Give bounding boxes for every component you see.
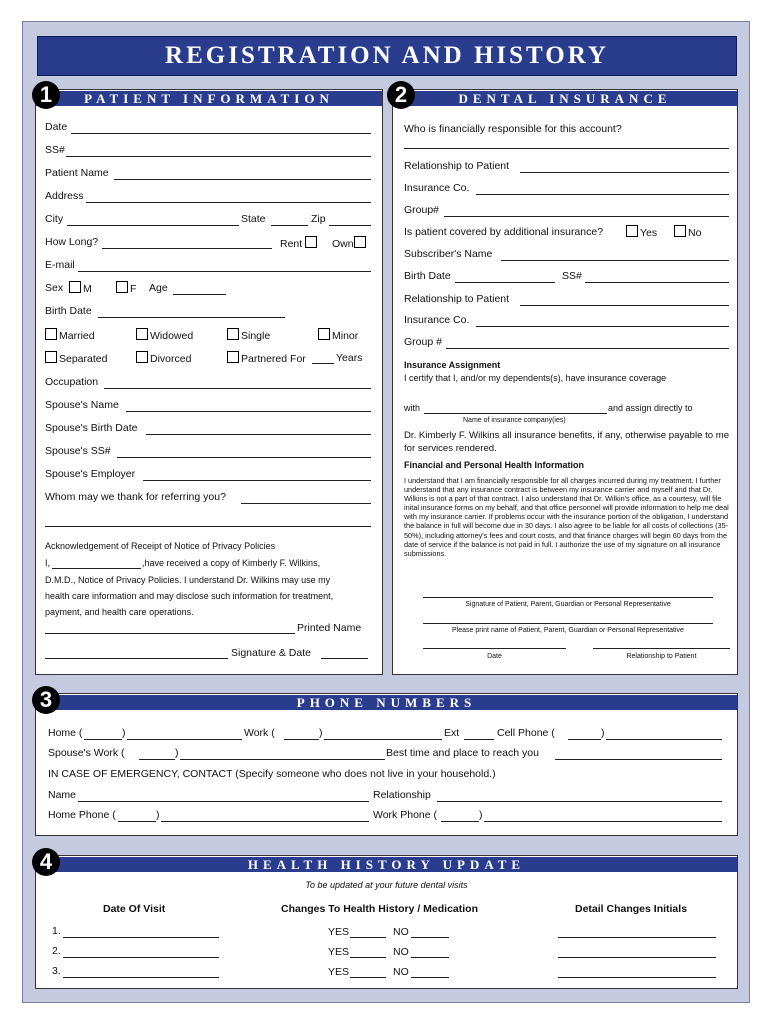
male-label: M — [83, 283, 92, 295]
best-time-field[interactable] — [555, 759, 722, 760]
emergency-home-area-field[interactable] — [118, 821, 156, 822]
financial-text: I understand that I am financially responsible for all charges incurred during my treatment. I further understand that any insurance contract is between my insurance carrier and myself and that Dr. Wilkins is not a part of that contract. I also understand that Dr. Wilkin's office, as a courtesy, will file inital insurance forms on my behalf, and that office personnel will provide information to help me deal with my insurance carrier. If problems occur with the insurance portion of the obligation, I understand the balance in full will become due in 30 days. I also agree to be liable for all costs of collections (35-50%), including attorney's fees and court costs, and that finance charges will begin 60 days from the date of service if the balance is not paid in full. I authorize the use of my signature on all insurance submissions. — [404, 476, 729, 558]
additional-yes-checkbox[interactable] — [626, 225, 638, 237]
additional-yes-label: Yes — [640, 227, 658, 239]
relationship-field[interactable] — [520, 172, 729, 173]
occupation-label: Occupation — [45, 376, 99, 388]
row-1-initials-field[interactable] — [558, 937, 716, 938]
home-label: Home ( — [48, 727, 83, 739]
state-field[interactable] — [271, 225, 308, 226]
home-close: ) — [122, 727, 126, 739]
sex-female-option[interactable] — [116, 281, 136, 295]
spouse-employer-field[interactable] — [143, 480, 371, 481]
work-area-field[interactable] — [284, 739, 319, 740]
ext-label: Ext — [444, 727, 460, 739]
privacy-i: I, — [45, 558, 51, 568]
spouse-birth-field[interactable] — [146, 434, 371, 435]
widowed-label: Widowed — [150, 330, 194, 342]
own-label: Own — [332, 238, 354, 250]
married-option[interactable] — [45, 328, 95, 342]
group-label: Group# — [404, 204, 440, 216]
insurance-co-field[interactable] — [476, 194, 729, 195]
date-label: Date — [45, 121, 68, 133]
patient-name-field[interactable] — [114, 179, 371, 180]
rent-label: Rent — [280, 238, 303, 250]
sex-male-option[interactable] — [69, 281, 92, 295]
patient-info-header: PATIENT INFORMATION — [36, 91, 382, 106]
privacy-line-4: health care information and may disclose such information for treatment, — [45, 591, 334, 601]
divorced-checkbox[interactable] — [136, 351, 148, 363]
email-field[interactable] — [78, 271, 371, 272]
additional-no-checkbox[interactable] — [674, 225, 686, 237]
responsible-label: Who is financially responsible for this account? — [404, 123, 622, 135]
row-1-no-field[interactable] — [411, 937, 449, 938]
separated-label: Separated — [59, 353, 108, 365]
additional-yes-option[interactable] — [626, 225, 657, 239]
referral-field[interactable] — [241, 503, 371, 504]
privacy-title: Acknowledgement of Receipt of Notice of Privacy Policies — [45, 541, 276, 551]
emergency-work-label: Work Phone ( — [373, 809, 437, 821]
spouse-name-field[interactable] — [126, 411, 371, 412]
spouse-name-label: Spouse's Name — [45, 399, 119, 411]
separated-option[interactable] — [45, 351, 107, 365]
signature-line[interactable] — [423, 597, 713, 598]
sub-birth-date-field[interactable] — [455, 282, 555, 283]
group-field[interactable] — [444, 216, 729, 217]
section-3-badge: 3 — [32, 686, 60, 714]
with-label: with — [404, 403, 421, 413]
dental-insurance-panel — [392, 89, 738, 675]
emergency-work-area-field[interactable] — [441, 821, 479, 822]
signature-field[interactable] — [45, 658, 228, 659]
dental-insurance-header: DENTAL INSURANCE — [393, 91, 737, 106]
row-3-number: 3. — [52, 965, 61, 977]
row-2-initials-field[interactable] — [558, 957, 716, 958]
divorced-label: Divorced — [150, 353, 192, 365]
own-option[interactable] — [332, 236, 368, 250]
spouse-work-number-field[interactable] — [180, 759, 385, 760]
home-number-field[interactable] — [127, 739, 242, 740]
relationship-caption: Relationship to Patient — [626, 653, 697, 660]
form-title: REGISTRATION AND HISTORY — [37, 36, 737, 76]
sub-ssn-label: SS# — [562, 270, 582, 282]
spouse-ssn-label: Spouse's SS# — [45, 445, 111, 457]
row-3-date-field[interactable] — [63, 977, 219, 978]
work-number-field[interactable] — [324, 739, 442, 740]
row-1-date-field[interactable] — [63, 937, 219, 938]
separated-checkbox[interactable] — [45, 351, 57, 363]
emergency-home-label: Home Phone ( — [48, 809, 116, 821]
patient-name-label: Patient Name — [45, 167, 109, 179]
row-1-yes: YES — [328, 926, 350, 938]
patient-info-panel — [35, 89, 383, 675]
cell-label: Cell Phone ( — [497, 727, 555, 739]
row-3-no: NO — [393, 966, 409, 978]
row-1-no: NO — [393, 926, 409, 938]
partnered-years-field[interactable] — [312, 363, 334, 364]
emergency-relationship-label: Relationship — [373, 789, 431, 801]
how-long-label: How Long? — [45, 236, 99, 248]
minor-option[interactable] — [318, 328, 358, 342]
privacy-received: ,have received a copy of Kimberly F. Wilkins, — [142, 558, 321, 568]
widowed-option[interactable] — [136, 328, 193, 342]
row-3-initials-field[interactable] — [558, 977, 716, 978]
additional-no-option[interactable] — [674, 225, 701, 239]
address-label: Address — [45, 190, 84, 202]
col-date-of-visit: Date Of Visit — [103, 903, 166, 915]
emergency-name-label: Name — [48, 789, 77, 801]
health-history-header: HEALTH HISTORY UPDATE — [36, 857, 737, 872]
partnered-label: Partnered For — [241, 353, 306, 365]
assign-directly-label: and assign directly to — [608, 403, 693, 413]
subscriber-label: Subscriber's Name — [404, 248, 493, 260]
subscriber-field[interactable] — [501, 260, 729, 261]
row-2-yes: YES — [328, 946, 350, 958]
relationship-line[interactable] — [593, 648, 730, 649]
married-checkbox[interactable] — [45, 328, 57, 340]
health-subtitle: To be updated at your future dental visits — [305, 880, 468, 890]
emergency-home-close: ) — [156, 809, 160, 821]
work-label: Work ( — [244, 727, 275, 739]
assignment-line-1: I certify that I, and/or my dependents(s), have insurance coverage — [404, 373, 667, 383]
col-changes: Changes To Health History / Medication — [281, 903, 478, 915]
row-2-no-field[interactable] — [411, 957, 449, 958]
divorced-option[interactable] — [136, 351, 191, 365]
additional-insurance-label: Is patient covered by additional insurance? — [404, 226, 604, 238]
printed-name-label: Printed Name — [297, 622, 362, 634]
insurance-co-label: Insurance Co. — [404, 182, 470, 194]
own-checkbox[interactable] — [354, 236, 366, 248]
city-field[interactable] — [67, 225, 239, 226]
emergency-name-field[interactable] — [78, 801, 369, 802]
partnered-checkbox[interactable] — [227, 351, 239, 363]
privacy-line-3: D.M.D., Notice of Privacy Policies. I understand Dr. Wilkins may use my — [45, 575, 331, 585]
assignment-line-2: Dr. Kimberly F. Wilkins all insurance benefits, if any, otherwise payable to me for services rendered. — [404, 430, 730, 454]
age-label: Age — [149, 282, 168, 294]
sex-label: Sex — [45, 282, 64, 294]
row-2-no: NO — [393, 946, 409, 958]
emergency-home-number-field[interactable] — [161, 821, 369, 822]
health-history-panel — [35, 855, 738, 989]
financial-title: Financial and Personal Health Information — [404, 460, 585, 470]
minor-label: Minor — [332, 330, 359, 342]
relationship-label: Relationship to Patient — [404, 160, 510, 172]
group-2-field[interactable] — [446, 348, 729, 349]
ext-field[interactable] — [464, 739, 494, 740]
married-label: Married — [59, 330, 95, 342]
spouse-work-close: ) — [175, 747, 179, 759]
row-2-yes-field[interactable] — [350, 957, 386, 958]
col-detail-initials: Detail Changes Initials — [575, 903, 688, 915]
referral-label: Whom may we thank for referring you? — [45, 491, 226, 503]
partnered-option[interactable] — [227, 351, 306, 365]
row-1-yes-field[interactable] — [350, 937, 386, 938]
phone-numbers-panel — [35, 693, 738, 836]
rent-checkbox[interactable] — [305, 236, 317, 248]
email-label: E-mail — [45, 259, 75, 271]
ssn-label: SS# — [45, 144, 65, 156]
spouse-birth-label: Spouse's Birth Date — [45, 422, 138, 434]
insurance-company-field[interactable] — [424, 413, 607, 414]
cell-close: ) — [601, 727, 605, 739]
additional-no-label: No — [688, 227, 702, 239]
row-3-yes: YES — [328, 966, 350, 978]
group-2-label: Group # — [404, 336, 442, 348]
age-field[interactable] — [173, 294, 226, 295]
sub-birth-date-label: Birth Date — [404, 270, 451, 282]
rent-option[interactable] — [280, 236, 319, 250]
relationship-2-label: Relationship to Patient — [404, 293, 510, 305]
section-2-badge: 2 — [387, 81, 415, 109]
female-label: F — [130, 283, 137, 295]
cell-area-field[interactable] — [568, 739, 601, 740]
form-page — [22, 21, 750, 1003]
insurance-co-2-label: Insurance Co. — [404, 314, 470, 326]
privacy-name-field[interactable] — [52, 568, 141, 569]
insurance-co-2-field[interactable] — [476, 326, 729, 327]
printed-name-field[interactable] — [45, 633, 295, 634]
single-checkbox[interactable] — [227, 328, 239, 340]
zip-field[interactable] — [329, 225, 371, 226]
single-option[interactable] — [227, 328, 270, 342]
work-close: ) — [319, 727, 323, 739]
occupation-field[interactable] — [104, 388, 371, 389]
emergency-label: IN CASE OF EMERGENCY, CONTACT (Specify someone who does not live in your household.) — [48, 768, 496, 780]
spouse-work-label: Spouse's Work ( — [48, 747, 125, 759]
responsible-field[interactable] — [404, 148, 729, 149]
address-field[interactable] — [86, 202, 371, 203]
date-field[interactable] — [71, 133, 371, 134]
spouse-ssn-field[interactable] — [117, 457, 371, 458]
row-3-no-field[interactable] — [411, 977, 449, 978]
signature-date-label: Signature & Date — [231, 647, 311, 659]
single-label: Single — [241, 330, 271, 342]
signature-date-field[interactable] — [321, 658, 368, 659]
spouse-work-area-field[interactable] — [139, 759, 175, 760]
widowed-checkbox[interactable] — [136, 328, 148, 340]
best-time-label: Best time and place to reach you — [386, 747, 539, 759]
company-caption: Name of insurance company(ies) — [463, 417, 566, 424]
minor-checkbox[interactable] — [318, 328, 330, 340]
section-4-badge: 4 — [32, 848, 60, 876]
signature-caption: Signature of Patient, Parent, Guardian or Personal Representative — [465, 601, 671, 608]
row-2-number: 2. — [52, 945, 61, 957]
print-name-line[interactable] — [423, 623, 713, 624]
phone-numbers-header: PHONE NUMBERS — [36, 695, 737, 710]
row-3-yes-field[interactable] — [350, 977, 386, 978]
privacy-line-5: payment, and health care operations. — [45, 607, 194, 617]
emergency-relationship-field[interactable] — [437, 801, 722, 802]
date-caption: Date — [487, 653, 502, 660]
city-label: City — [45, 213, 64, 225]
how-long-field[interactable] — [102, 248, 272, 249]
date-line[interactable] — [423, 648, 566, 649]
female-checkbox[interactable] — [116, 281, 128, 293]
referral-field-2[interactable] — [45, 526, 371, 527]
spouse-employer-label: Spouse's Employer — [45, 468, 136, 480]
state-label: State — [241, 213, 266, 225]
row-1-number: 1. — [52, 925, 61, 937]
assignment-title: Insurance Assignment — [404, 360, 501, 370]
birth-date-label: Birth Date — [45, 305, 92, 317]
print-name-caption: Please print name of Patient, Parent, Guardian or Personal Representative — [452, 627, 684, 634]
birth-date-field[interactable] — [98, 317, 285, 318]
row-2-date-field[interactable] — [63, 957, 219, 958]
cell-number-field[interactable] — [606, 739, 722, 740]
male-checkbox[interactable] — [69, 281, 81, 293]
zip-label: Zip — [311, 213, 326, 225]
ssn-field[interactable] — [66, 156, 371, 157]
home-area-field[interactable] — [84, 739, 122, 740]
years-label: Years — [336, 352, 363, 364]
sub-ssn-field[interactable] — [585, 282, 729, 283]
emergency-work-close: ) — [479, 809, 483, 821]
relationship-2-field[interactable] — [520, 305, 729, 306]
emergency-work-number-field[interactable] — [484, 821, 722, 822]
section-1-badge: 1 — [32, 81, 60, 109]
